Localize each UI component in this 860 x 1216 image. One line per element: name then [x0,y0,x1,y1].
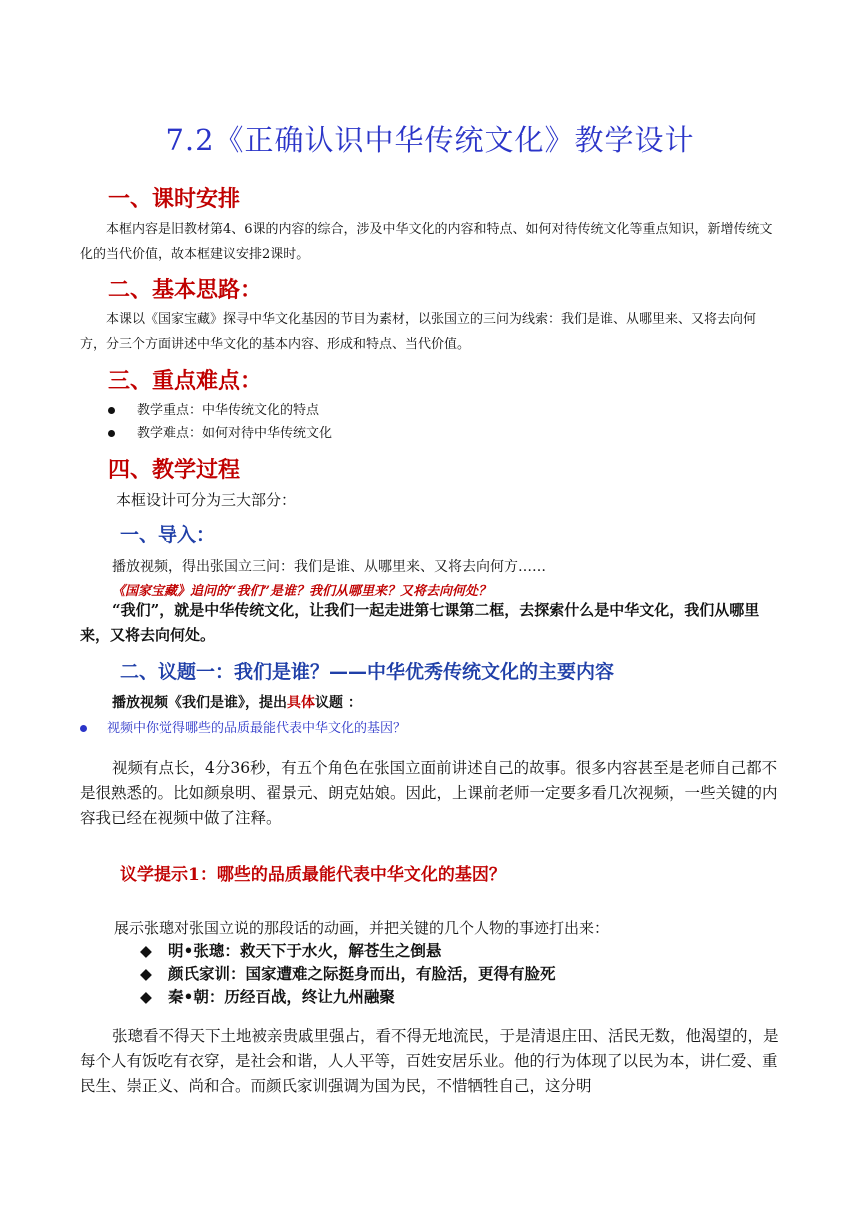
intro-question: 《国家宝藏》追问的“我们”是谁？我们从哪里来？又将去向何处？ [112,584,491,599]
topic1-line-suffix: 议题 ： [315,695,362,711]
bullet-icon [108,407,115,414]
topic1-question-text: 视频中你觉得哪些的品质最能代表中华文化的基因？ [107,721,407,736]
figure-item [140,985,395,1007]
figure-item [140,962,556,984]
keypoint-bullet [108,399,319,418]
topic1-line-prefix: 播放视频《我们是谁》，提出 [112,695,287,711]
diamond-icon: ◆ [140,964,152,983]
section-approach-paragraph: 本课以《国家宝藏》探寻中华文化基因的节目为素材，以张国立的三问为线索：我们是谁、从哪里来、又将去向何方，分三个方面讲述中华文化的基本内容、形成和特点、当代价值。 [80,312,757,352]
section-heading-schedule: 一、课时安排 [108,187,241,212]
figure-item-text: 颜氏家训：国家遭难之际挺身而出，有脸活，更得有脸死 [168,964,556,983]
topic1-question [80,717,406,736]
subsection-heading-intro: 一、导入： [120,524,216,546]
subsection-heading-topic1: 二、议题一：我们是谁？——中华优秀传统文化的主要内容 [120,661,615,683]
section-heading-approach: 二、基本思路： [108,278,263,303]
bullet-icon [80,725,87,732]
closing-paragraph: 张璁看不得天下土地被亲贵戚里强占，看不得无地流民，于是清退庄田、活民无数，他渴望的，是每个人有饭吃有衣穿，是社会和谐，人人平等，百姓安居乐业。他的行为体现了以民为本，讲仁爱、重民生、崇正义、尚和合。而颜氏家训强调为国为民，不惜牺牲自己，这分明 [80,1027,779,1095]
process-intro: 本框设计可分为三大部分： [116,491,297,509]
topic1-paragraph: 视频有点长，4分36秒，有五个角色在张国立面前讲述自己的故事。很多内容甚至是老师自己都不是很熟悉的。比如颜泉明、翟景元、朗克姑娘。因此，上课前老师一定要多看几次视频，一些关键的内容我已经在视频中做了注释。 [80,759,778,827]
show-line: 展示张璁对张国立说的那段话的动画，并把关键的几个人物的事迹打出来： [114,919,610,937]
figure-item [140,939,441,961]
intro-paragraph: “我们”，就是中华传统文化，让我们一起走进第七课第二框，去探索什么是中华文化，我们从哪里来，又将去向何处。 [80,601,760,644]
keypoint-text: 教学难点：如何对待中华传统文化 [137,426,333,441]
section-heading-process: 四、教学过程 [108,458,241,483]
intro-line: 播放视频，得出张国立三问：我们是谁、从哪里来、又将去向何方…… [112,559,546,575]
figure-item-text: 明•张璁：救天下于水火，解苍生之倒悬 [168,941,442,960]
keypoint-text: 教学重点：中华传统文化的特点 [137,403,320,418]
section-schedule-paragraph: 本框内容是旧教材第4、6课的内容的综合，涉及中华文化的内容和特点、如何对待传统文化等重点知识，新增传统文化的当代价值，故本框建议安排2课时。 [80,222,773,262]
topic1-line [112,692,362,712]
figure-item-text: 秦•朝：历经百战，终让九州融聚 [168,987,395,1006]
diamond-icon: ◆ [140,987,152,1006]
section-heading-keypoints: 三、重点难点： [108,369,263,394]
discussion-hint: 议学提示1：哪些的品质最能代表中华文化的基因？ [120,865,506,885]
document-title: 7.2《正确认识中华传统文化》教学设计 [165,123,695,157]
topic1-line-highlight: 具体 [287,695,315,711]
bullet-icon [108,430,115,437]
diamond-icon: ◆ [140,941,152,960]
keypoint-bullet [108,422,332,441]
